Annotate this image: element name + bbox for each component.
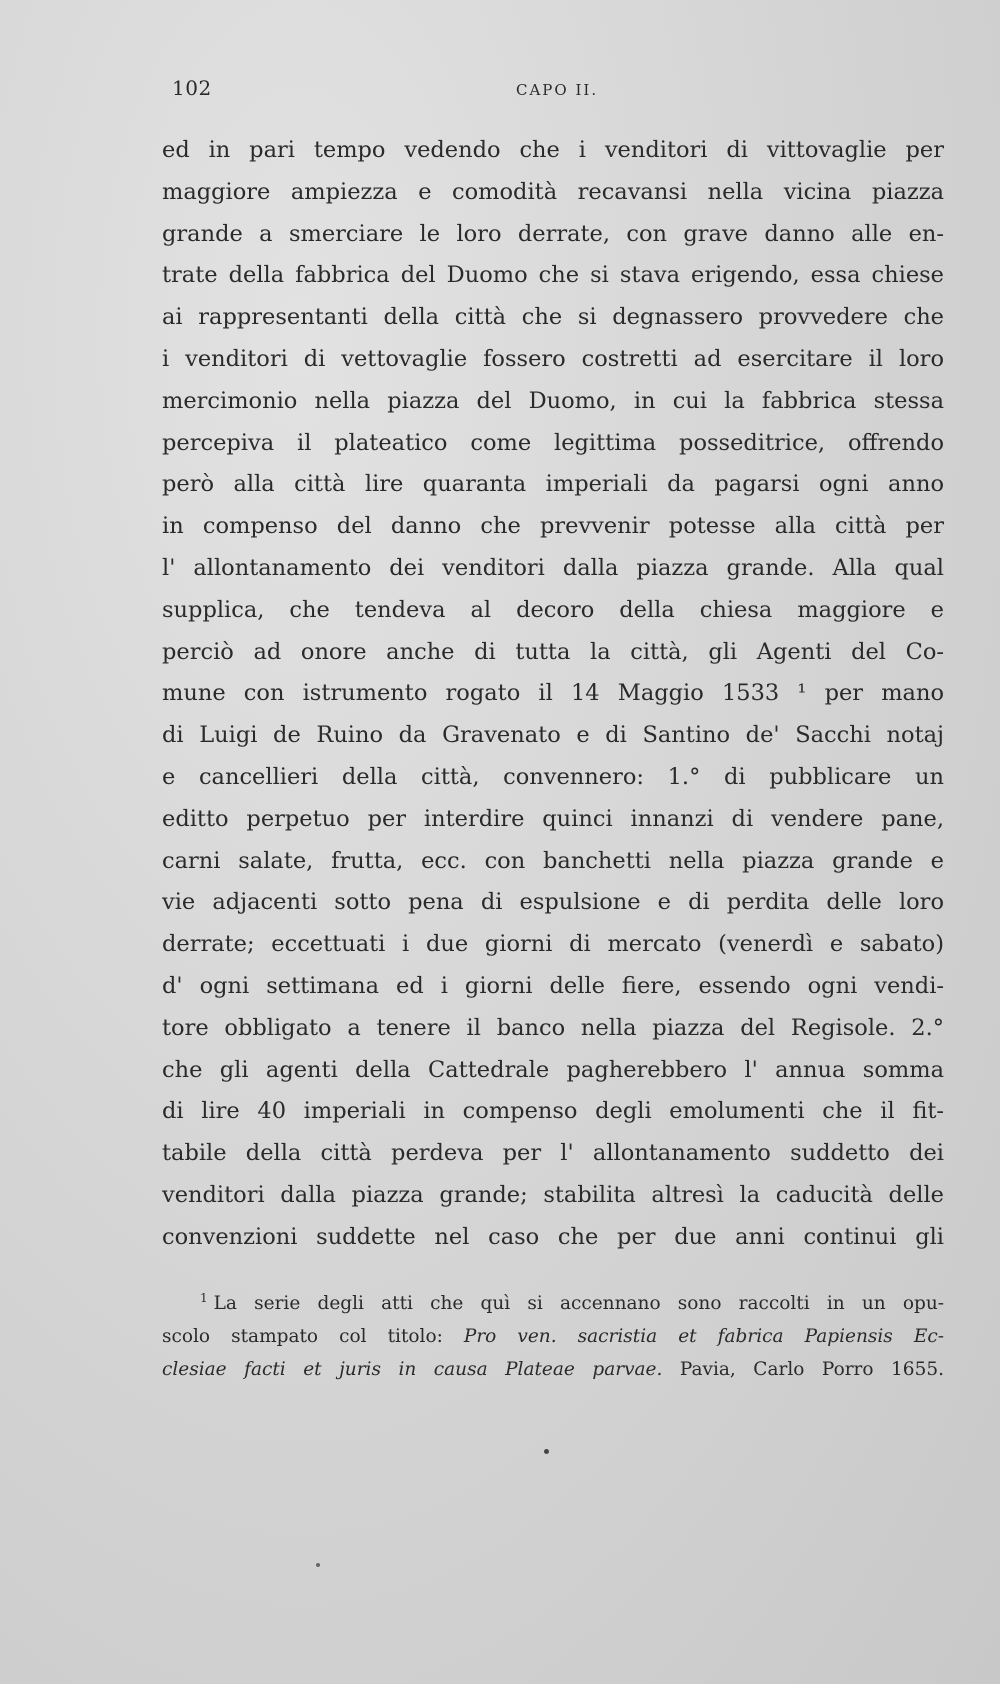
- text-line: mercimonio nella piazza del Duomo, in cui la fabbrica stessa: [162, 387, 944, 414]
- text-line: i venditori di vettovaglie fossero costretti ad esercitare il loro: [162, 345, 944, 372]
- text-line: carni salate, frutta, ecc. con banchetti nella piazza grande e: [162, 847, 944, 874]
- text-line: e cancellieri della città, convennero: 1.° di pubblicare un: [162, 763, 944, 790]
- text-line: mune con istrumento rogato il 14 Maggio 1533 ¹ per mano: [162, 680, 944, 707]
- footnote-line: [162, 1353, 944, 1386]
- text-line: ed in pari tempo vedendo che i venditori di vittovaglie per: [162, 137, 944, 163]
- page-header: [172, 76, 947, 106]
- running-head: CAPO II.: [516, 81, 599, 99]
- text-line: di lire 40 imperiali in compenso degli emolumenti che il fit-: [162, 1098, 944, 1125]
- footnote-title-italic: clesiae facti et juris in causa Plateae parvae.: [162, 1359, 663, 1380]
- text-line: percepiva il plateatico come legittima posseditrice, offrendo: [162, 429, 944, 456]
- footnote-text: Pavia, Carlo Porro 1655.: [662, 1359, 944, 1380]
- footnote-text: La serie degli atti che quì si accennano sono raccolti in un opu-: [213, 1293, 944, 1314]
- footnote-line: [162, 1287, 944, 1320]
- text-line: convenzioni suddette nel caso che per due anni continui gli: [162, 1223, 944, 1250]
- ink-speck: [544, 1449, 549, 1454]
- text-line: trate della fabbrica del Duomo che si stava erigendo, essa chiese: [162, 262, 944, 289]
- ink-speck: [316, 1563, 320, 1567]
- text-line: in compenso del danno che prevvenir potesse alla città per: [162, 513, 944, 540]
- text-line: che gli agenti della Cattedrale pagherebbero l' annua somma: [162, 1056, 944, 1083]
- text-line: grande a smerciare le loro derrate, con grave danno alle en-: [162, 220, 944, 247]
- text-line: derrate; eccettuati i due giorni di mercato (venerdì e sabato): [162, 931, 944, 958]
- text-line: maggiore ampiezza e comodità recavansi nella vicina piazza: [162, 178, 944, 205]
- page-number: 102: [172, 76, 212, 100]
- text-line: venditori dalla piazza grande; stabilita altresì la caducità delle: [162, 1181, 944, 1208]
- text-line: però alla città lire quaranta imperiali da pagarsi ogni anno: [162, 471, 944, 498]
- text-line: l' allontanamento dei venditori dalla piazza grande. Alla qual: [162, 554, 944, 581]
- body-text: [162, 130, 944, 1259]
- text-line: d' ogni settimana ed i giorni delle fiere, essendo ogni vendi-: [162, 972, 944, 999]
- text-line: vie adjacenti sotto pena di espulsione e di perdita delle loro: [162, 889, 944, 916]
- text-line: tore obbligato a tenere il banco nella piazza del Regisole. 2.°: [162, 1014, 944, 1041]
- footnote-line: [162, 1320, 944, 1353]
- text-line: tabile della città perdeva per l' allontanamento suddetto dei: [162, 1140, 944, 1167]
- text-line: editto perpetuo per interdire quinci innanzi di vendere pane,: [162, 805, 944, 832]
- footnote: [162, 1287, 944, 1386]
- text-line: perciò ad onore anche di tutta la città, gli Agenti del Co-: [162, 638, 944, 665]
- footnote-title-italic: Pro ven. sacristia et fabrica Papiensis Ec-: [463, 1326, 944, 1347]
- text-line: di Luigi de Ruino da Gravenato e di Santino de' Sacchi notaj: [162, 722, 944, 749]
- footnote-text: scolo stampato col titolo:: [162, 1326, 464, 1347]
- text-line: supplica, che tendeva al decoro della chiesa maggiore e: [162, 596, 944, 623]
- footnote-mark: 1: [200, 1290, 208, 1305]
- text-line: ai rappresentanti della città che si degnassero provvedere che: [162, 304, 944, 331]
